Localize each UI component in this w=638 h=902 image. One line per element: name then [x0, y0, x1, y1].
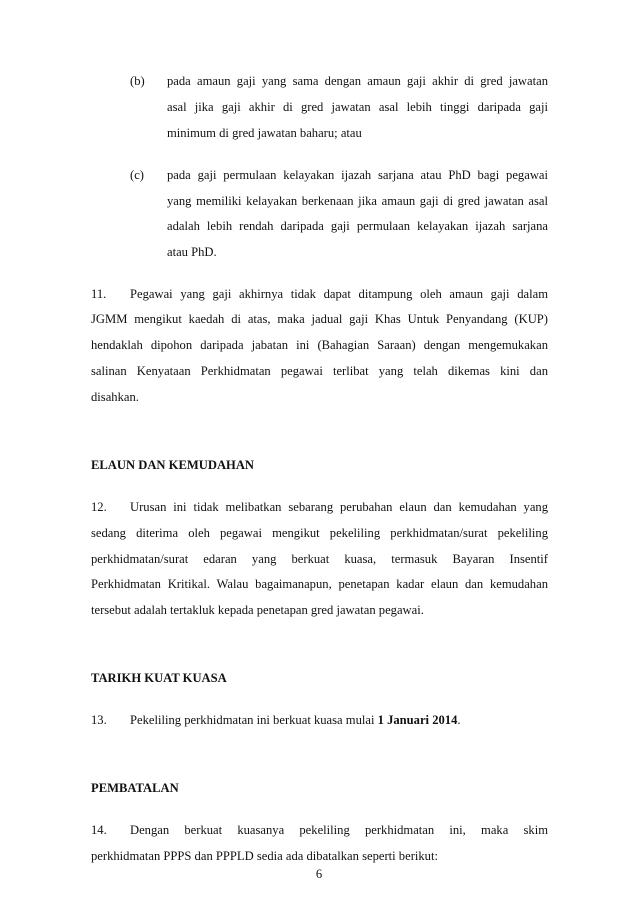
item-b-line-2: asal jika gaji akhir di gred jawatan asal lebih tinggi daripada gaji	[167, 100, 548, 114]
para-13-number: 13.	[91, 713, 107, 727]
item-c-line-3: adalah lebih rendah daripada gaji permulaan kelayakan ijazah sarjana	[167, 219, 548, 233]
para-11-line-4: salinan Kenyataan Perkhidmatan pegawai terlibat yang telah dikemas kini dan	[91, 364, 548, 378]
item-c-line-1: pada gaji permulaan kelayakan ijazah sarjana atau PhD bagi pegawai	[167, 168, 548, 182]
para-13-effective-date: 1 Januari 2014	[377, 713, 458, 727]
section-heading-pembatalan: PEMBATALAN	[91, 781, 179, 795]
item-c-label: (c)	[130, 168, 144, 182]
para-11-line-2: JGMM mengikut kaedah di atas, maka jadual gaji Khas Untuk Penyandang (KUP)	[91, 312, 548, 326]
para-12-line-1: Urusan ini tidak melibatkan sebarang perubahan elaun dan kemudahan yang	[130, 500, 548, 514]
para-11-line-1: Pegawai yang gaji akhirnya tidak dapat ditampung oleh amaun gaji dalam	[130, 287, 548, 301]
para-12-line-4: Perkhidmatan Kritikal. Walau bagaimanapun, penetapan kadar elaun dan kemudahan	[91, 577, 548, 591]
para-13-text-before: Pekeliling perkhidmatan ini berkuat kuasa mulai	[130, 713, 378, 727]
para-11-line-5: disahkan.	[91, 390, 139, 404]
para-11-line-3: hendaklah dipohon daripada jabatan ini (Bahagian Saraan) dengan mengemukakan	[91, 338, 548, 352]
para-14-number: 14.	[91, 823, 107, 837]
item-b-label: (b)	[130, 74, 145, 88]
item-b-line-3: minimum di gred jawatan baharu; atau	[167, 126, 362, 140]
para-12-number: 12.	[91, 500, 107, 514]
para-13-text-after: .	[457, 713, 461, 727]
para-11-number: 11.	[91, 287, 107, 301]
para-12-line-3: perkhidmatan/surat edaran yang berkuat kuasa, termasuk Bayaran Insentif	[91, 552, 548, 566]
para-14-line-2: perkhidmatan PPPS dan PPPLD sedia ada dibatalkan seperti berikut:	[91, 849, 438, 863]
item-b-line-1: pada amaun gaji yang sama dengan amaun gaji akhir di gred jawatan	[167, 74, 548, 88]
section-heading-elaun: ELAUN DAN KEMUDAHAN	[91, 458, 255, 472]
item-c-line-2: yang memiliki kelayakan berkenaan jika amaun gaji di gred jawatan asal	[167, 194, 548, 208]
page-number: 6	[315, 867, 323, 881]
para-12-line-5: tersebut adalah tertakluk kepada penetapan gred jawatan pegawai.	[91, 603, 424, 617]
para-13-text	[130, 712, 461, 728]
item-c-line-4: atau PhD.	[167, 245, 217, 259]
para-14-line-1: Dengan berkuat kuasanya pekeliling perkhidmatan ini, maka skim	[130, 823, 548, 837]
section-heading-tarikh: TARIKH KUAT KUASA	[91, 671, 227, 685]
para-12-line-2: sedang diterima oleh pegawai mengikut pekeliling perkhidmatan/surat pekeliling	[91, 526, 548, 540]
